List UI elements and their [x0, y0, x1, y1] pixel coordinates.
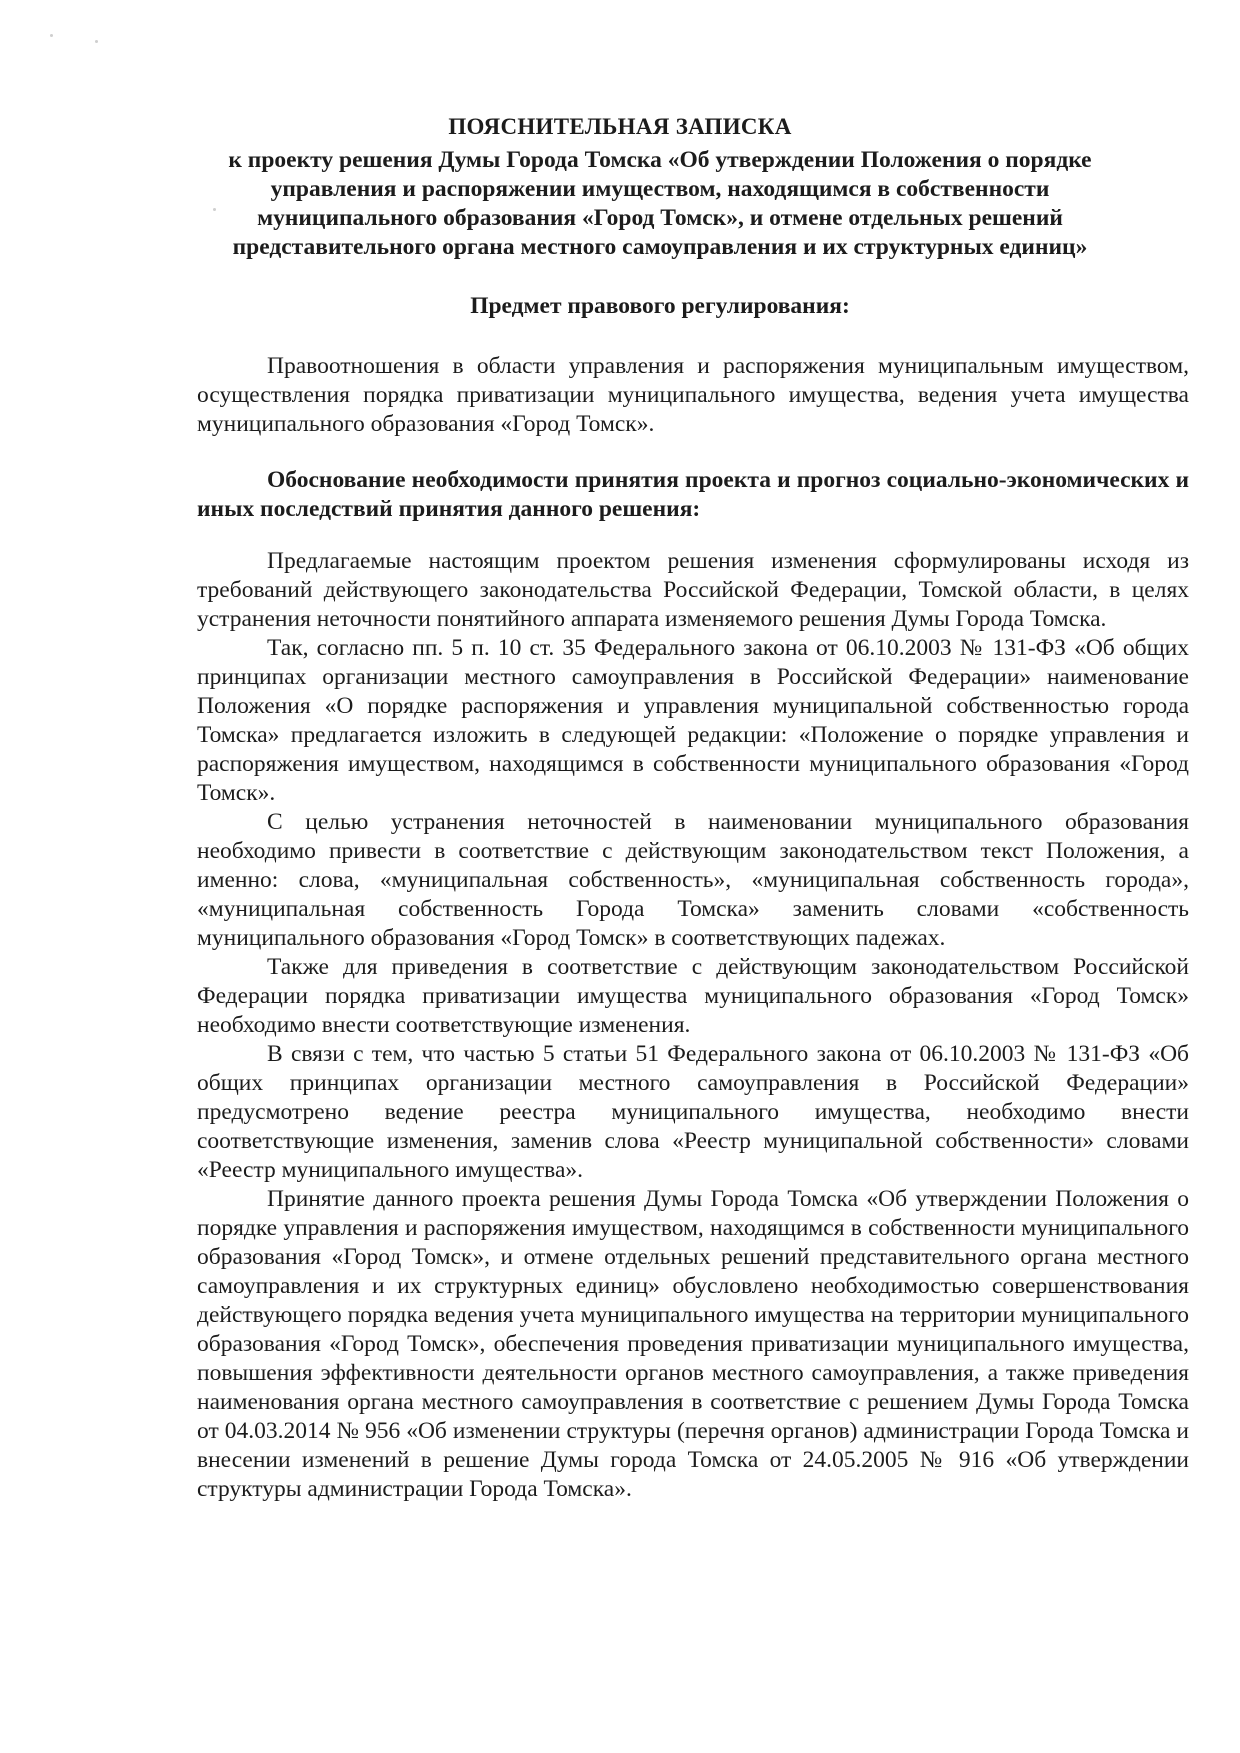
section-body-justification	[197, 547, 1189, 1504]
paragraph: Также для приведения в соответствие с действующим законодательством Российской Федерации порядка приватизации имущества муниципального образования «Город Томск» необходимо внести соответствующие изменения.	[197, 954, 1189, 1038]
document-title: ПОЯСНИТЕЛЬНАЯ ЗАПИСКА	[448, 114, 792, 139]
scan-speck	[95, 40, 98, 43]
section-body-subject	[197, 352, 1189, 439]
paragraph: В связи с тем, что частью 5 статьи 51 Федерального закона от 06.10.2003 № 131-ФЗ «Об общих принципах организации местного самоуправления в Российской Федерации» предусмотрено ведение реестра муниципального имущества, необходимо внести соответствующие изменения, заменив слова «Реестр муниципальной собственности» словами «Реестр муниципального имущества».	[197, 1041, 1189, 1183]
section-heading-subject: Предмет правового регулирования:	[470, 293, 850, 319]
paragraph: Предлагаемые настоящим проектом решения изменения сформулированы исходя из требований действующего законодательства Российской Федерации, Томской области, в целях устранения неточности понятийного аппарата изменяемого решения Думы Города Томска.	[197, 548, 1189, 632]
paragraph: Правоотношения в области управления и распоряжения муниципальным имуществом, осуществления порядка приватизации муниципального имущества, ведения учета имущества муниципального образования «Город Томск».	[197, 353, 1189, 437]
paragraph: С целью устранения неточностей в наименовании муниципального образования необходимо привести в соответствие с действующим законодательством текст Положения, а именно: слова, «муниципальная собственность», «муниципальная собственность города», «муниципальная собственность Города Томска» заменить словами «собственность муниципального образования «Город Томск» в соответствующих падежах.	[197, 809, 1189, 951]
scan-speck	[50, 34, 53, 37]
document-subtitle: к проекту решения Думы Города Томска «Об утверждении Положения о порядке управления и распоряжении имуществом, находящимся в собственности муниципального образования «Город Томск», и отмене отдельных решений представительного органа местного самоуправления и их структурных единиц»	[228, 147, 1092, 260]
section-heading-justification: Обоснование необходимости принятия проекта и прогноз социально-экономических и иных последствий принятия данного решения:	[197, 467, 1189, 522]
paragraph: Принятие данного проекта решения Думы Города Томска «Об утверждении Положения о порядке управления и распоряжения имуществом, находящимся в собственности муниципального образования «Город Томск», и отмене отдельных решений представительного органа местного самоуправления и их структурных единиц» обусловлено необходимостью совершенствования действующего порядка ведения учета муниципального имущества на территории муниципального образования «Город Томск», обеспечения проведения приватизации муниципального имущества, повышения эффективности деятельности органов местного самоуправления, а также приведения наименования органа местного самоуправления в соответствие с решением Думы Города Томска от 04.03.2014 № 956 «Об изменении структуры (перечня органов) администрации Города Томска и внесении изменений в решение Думы города Томска от 24.05.2005 № 916 «Об утверждении структуры администрации Города Томска».	[197, 1186, 1189, 1502]
paragraph: Так, согласно пп. 5 п. 10 ст. 35 Федерального закона от 06.10.2003 № 131-ФЗ «Об общих принципах организации местного самоуправления в Российской Федерации» наименование Положения «О порядке распоряжения и управления муниципальной собственностью города Томска» предлагается изложить в следующей редакции: «Положение о порядке управления и распоряжения имуществом, находящимся в собственности муниципального образования «Город Томск».	[197, 635, 1189, 806]
